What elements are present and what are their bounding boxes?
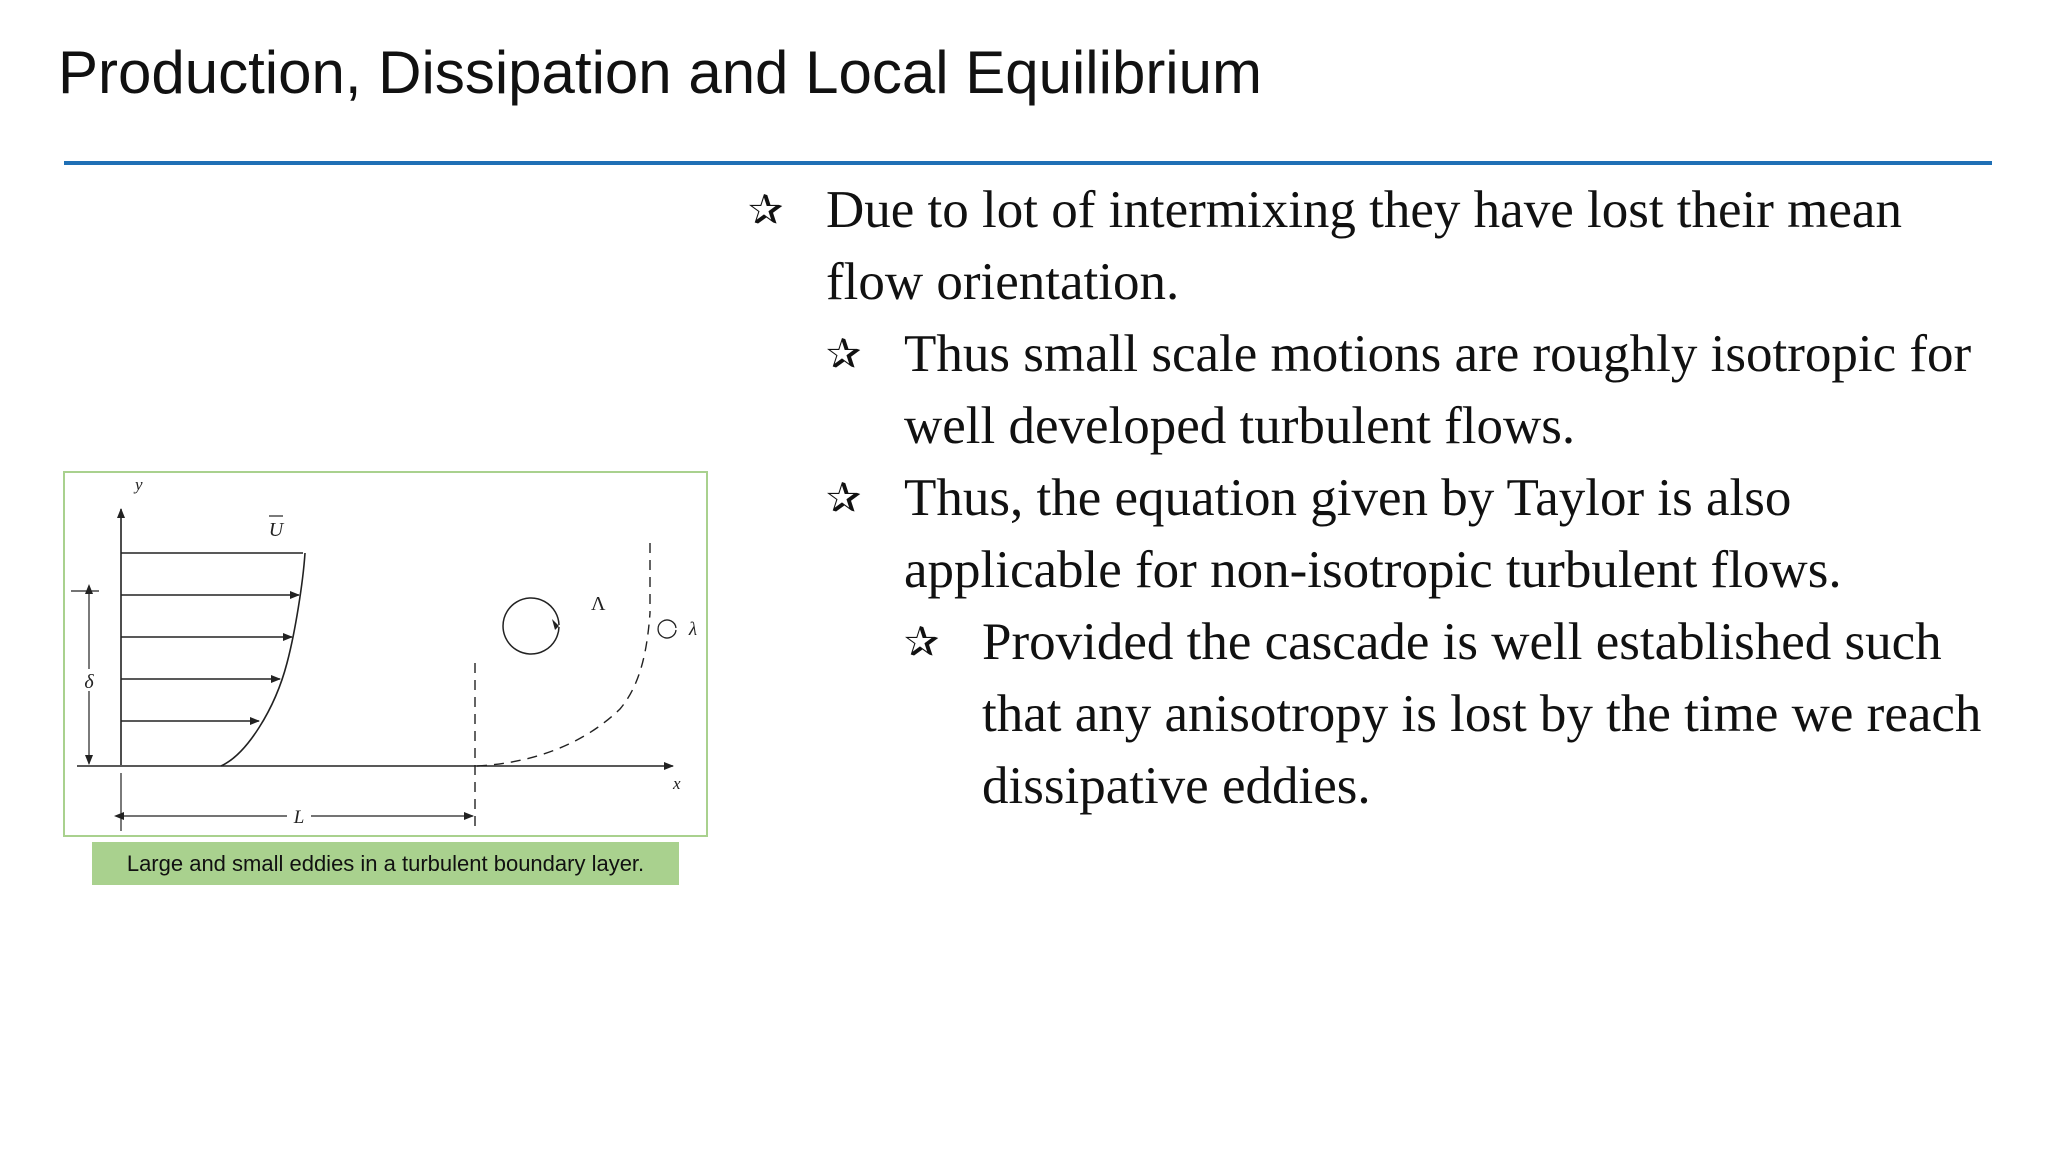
bullet-item [826, 318, 1986, 462]
boundary-layer-diagram [65, 473, 706, 835]
title-divider [64, 161, 1992, 165]
slide-title: Production, Dissipation and Local Equilibrium [58, 39, 1262, 106]
star-bullet-icon: ✰ [826, 473, 862, 522]
mean-velocity-label: U [268, 519, 284, 541]
star-bullet-icon: ✰ [748, 185, 784, 234]
delta-label: δ [84, 671, 94, 693]
bullet-text: Provided the cascade is well established such that any anisotropy is lost by the time we reach dissipative eddies. [982, 613, 1982, 815]
bullet-text: Due to lot of intermixing they have lost their mean flow orientation. [826, 181, 1902, 311]
figure-caption: Large and small eddies in a turbulent boundary layer. [92, 842, 679, 885]
small-eddy-label: λ [688, 619, 698, 640]
bullet-item [904, 606, 1994, 822]
bullet-text: Thus small scale motions are roughly isotropic for well developed turbulent flows. [904, 325, 1972, 455]
star-bullet-icon: ✰ [904, 617, 940, 666]
bullet-item [826, 462, 1986, 606]
small-eddy-circle [658, 620, 676, 638]
bullet-item [748, 174, 1978, 318]
large-eddy-circle [503, 598, 559, 654]
boundary-layer-figure [63, 471, 708, 837]
star-bullet-icon: ✰ [826, 329, 862, 378]
y-axis-label: y [135, 475, 143, 494]
large-eddy-label: Λ [591, 593, 606, 615]
x-axis-label: x [673, 774, 681, 793]
bullet-text: Thus, the equation given by Taylor is also applicable for non-isotropic turbulent flows. [904, 469, 1842, 599]
dashed-growth-curve [477, 613, 650, 766]
length-label: L [293, 807, 305, 828]
velocity-profile-curve [221, 553, 305, 766]
